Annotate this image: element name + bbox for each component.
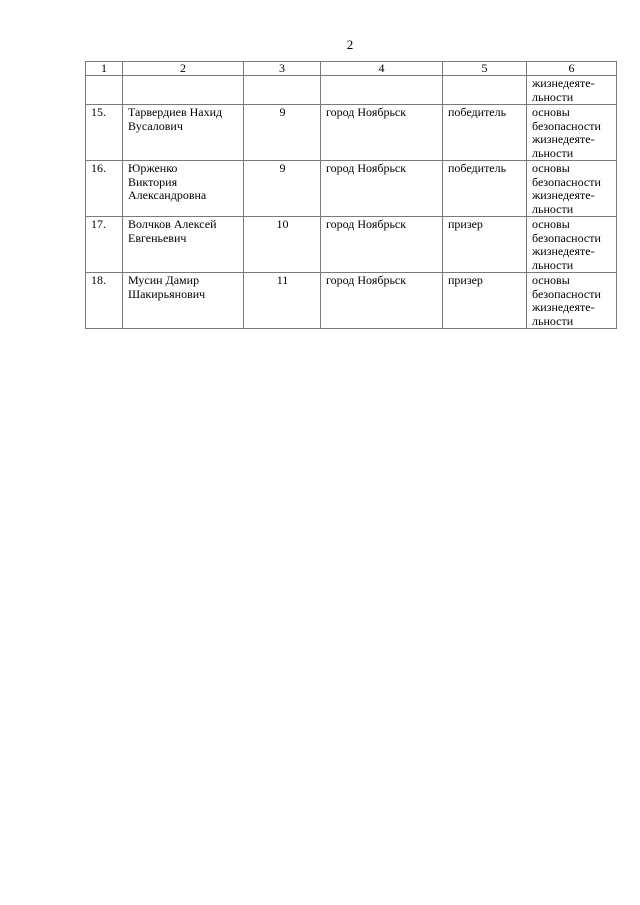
name-cell: Тарвердиев Нахид Вусалович — [123, 105, 244, 161]
name-cell — [123, 76, 244, 105]
subject-cell: основы безопасности жизнедеяте- льности — [527, 273, 617, 329]
city-cell: город Ноябрьск — [321, 105, 443, 161]
subject-cell: основы безопасности жизнедеяте- льности — [527, 161, 617, 217]
column-header: 5 — [443, 62, 527, 76]
grade-cell: 11 — [244, 273, 321, 329]
status-cell: призер — [443, 217, 527, 273]
status-cell: победитель — [443, 161, 527, 217]
table-row — [86, 161, 617, 217]
column-header: 2 — [123, 62, 244, 76]
table-row — [86, 76, 617, 105]
status-cell: призер — [443, 273, 527, 329]
table-row — [86, 273, 617, 329]
name-cell: Юрженко Виктория Александровна — [123, 161, 244, 217]
grade-cell: 9 — [244, 105, 321, 161]
subject-cell: основы безопасности жизнедеяте- льности — [527, 217, 617, 273]
row-number-cell: 15. — [86, 105, 123, 161]
row-number-cell: 16. — [86, 161, 123, 217]
column-header: 1 — [86, 62, 123, 76]
row-number-cell: 17. — [86, 217, 123, 273]
city-cell: город Ноябрьск — [321, 161, 443, 217]
table-row — [86, 217, 617, 273]
table-header-row — [86, 62, 617, 76]
grade-cell: 10 — [244, 217, 321, 273]
page-number: 2 — [346, 37, 354, 52]
city-cell: город Ноябрьск — [321, 273, 443, 329]
table-row — [86, 105, 617, 161]
column-header: 4 — [321, 62, 443, 76]
grade-cell — [244, 76, 321, 105]
row-number-cell — [86, 76, 123, 105]
subject-cell: жизнедеяте- льности — [527, 76, 617, 105]
city-cell — [321, 76, 443, 105]
results-table — [85, 61, 617, 329]
city-cell: город Ноябрьск — [321, 217, 443, 273]
name-cell: Волчков Алексей Евгеньевич — [123, 217, 244, 273]
status-cell: победитель — [443, 105, 527, 161]
status-cell — [443, 76, 527, 105]
column-header: 6 — [527, 62, 617, 76]
row-number-cell: 18. — [86, 273, 123, 329]
column-header: 3 — [244, 62, 321, 76]
name-cell: Мусин Дамир Шакирьянович — [123, 273, 244, 329]
subject-cell: основы безопасности жизнедеяте- льности — [527, 105, 617, 161]
grade-cell: 9 — [244, 161, 321, 217]
